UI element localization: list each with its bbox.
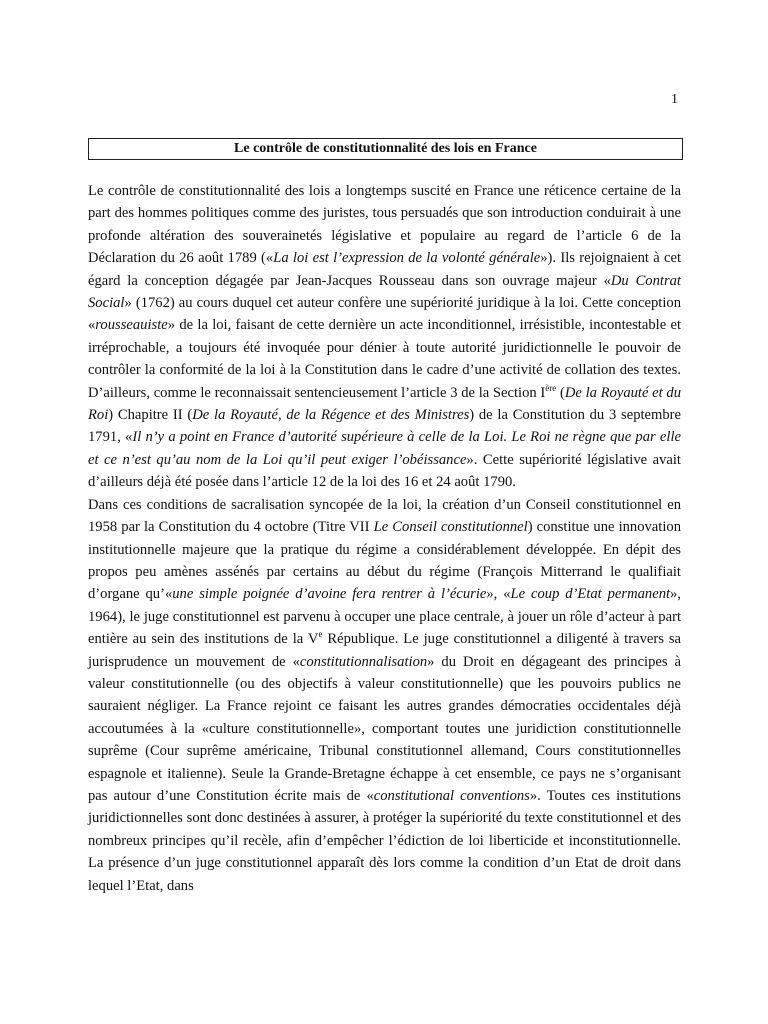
text-run: ) de la Constitution du 3 septembre 1791, « (88, 407, 682, 446)
quote-run: Il n’y a point en France d’autorité supérieure à celle de la Loi. Le Roi ne règne que par elle et ce n’est qu’au nom de la Loi qu’il peut exiger l’obéissance (88, 429, 681, 468)
paragraph-2 (88, 494, 681, 897)
emphasis-run: rousseauiste (95, 317, 168, 334)
text-run: ) constitue une innovation institutionnelle majeure que la pratique du régime a considérablement développée. En dépit des propos peu amènes assénés par certains au début du régime (François Mitterrand le qualifiait d’organe qu’« (88, 519, 681, 603)
superscript: ère (545, 382, 557, 393)
document-title: Le contrôle de constitutionnalité des lois en France (88, 138, 683, 160)
superscript: e (318, 629, 323, 640)
text-run: Dans ces conditions de sacralisation syncopée de la loi, la création d’un Conseil constitutionnel en 1958 par la Constitution du 4 octobre (Titre VII (88, 496, 681, 536)
text-run: Le contrôle de constitutionnalité des lois a longtemps suscité en France une réticence certaine de la part des hommes politiques comme des juristes, tous persuadés que son introduction conduirait à une profonde altération des souverainetés législative et populaire au regard de l’article 6 de la Déclaration du 26 août 1789 (« (88, 183, 681, 267)
emphasis-run: constitutional conventions (373, 787, 530, 804)
text-run: ) Chapitre II ( (108, 407, 193, 424)
title-run: Le Conseil constitutionnel (373, 519, 528, 536)
paragraph-1 (88, 180, 681, 494)
section-title-run: De la Royauté et du Roi (88, 384, 681, 424)
quote-run: une simple poignée d’avoine fera rentrer à l’écurie (172, 586, 487, 603)
chapter-title-run: De la Royauté, de la Régence et des Ministres (192, 407, 470, 424)
document-body (88, 180, 681, 897)
text-run: ». Toutes ces institutions juridictionnelles sont donc destinées à assurer, à protéger la supériorité du texte constitutionnel et des nombreux principes qu’il recèle, afin d’empêcher l’édiction de loi liberticide et inconstitutionnelle. La présence d’un juge constitutionnel apparaît dès lors comme la condition d’un Etat de droit dans lequel l’Etat, dans (88, 787, 681, 894)
book-title-run: Le coup d’Etat permanent (510, 586, 671, 603)
book-title-run: Du Contrat Social (88, 272, 681, 312)
text-run: » de la loi, faisant de cette dernière un acte inconditionnel, irrésistible, incontestable et irréprochable, a toujours été invoquée pour dénier à toute autorité juridictionnelle le pouvoir de contrôler la conformité de la loi à la Constitution dans le cadre d’une activité de collation des textes. D’ailleurs, comme le reconnaissait sentencieusement l’article 3 de la Section I (88, 317, 681, 401)
text-run: »). Ils rejoignaient à cet égard la conception dégagée par Jean-Jacques Rousseau dans son ouvrage majeur « (88, 250, 681, 289)
text-run: », 1964), le juge constitutionnel est parvenu à occuper une place centrale, à jouer un rôle d’acteur à part entière au sein des institutions de la V (88, 586, 681, 648)
text-run: » (1762) au cours duquel cet auteur confère une supériorité juridique à la loi. Cette conception « (88, 295, 681, 334)
text-run: », « (486, 586, 511, 603)
text-run: » du Droit en dégageant des principes à valeur constitutionnelle (ou des objectifs à valeur constitutionnelle) que les pouvoirs publics ne sauraient négliger. La France rejoint ce faisant les autres grandes démocraties occidentales déjà accoutumées à la «culture constitutionnelle», comportant toutes une juridiction constitutionnelle suprême (Cour suprême américaine, Tribunal constitutionnel allemand, Cours constitutionnelles espagnole et italienne). Seule la Grande-Bretagne échappe à cet ensemble, ce pays ne s’organisant pas autour d’une Constitution écrite mais de « (88, 653, 681, 804)
emphasis-run: constitutionnalisation (299, 653, 428, 670)
text-run: République. Le juge constitutionnel a diligenté à travers sa jurisprudence un mouvement de « (88, 631, 681, 670)
page-number: 1 (671, 92, 678, 107)
quote-run: La loi est l’expression de la volonté générale (273, 250, 541, 267)
text-run: ». Cette supériorité législative avait d’ailleurs déjà été posée dans l’article 12 de la loi des 16 et 24 août 1790. (88, 451, 681, 491)
text-run: ( (556, 384, 565, 401)
